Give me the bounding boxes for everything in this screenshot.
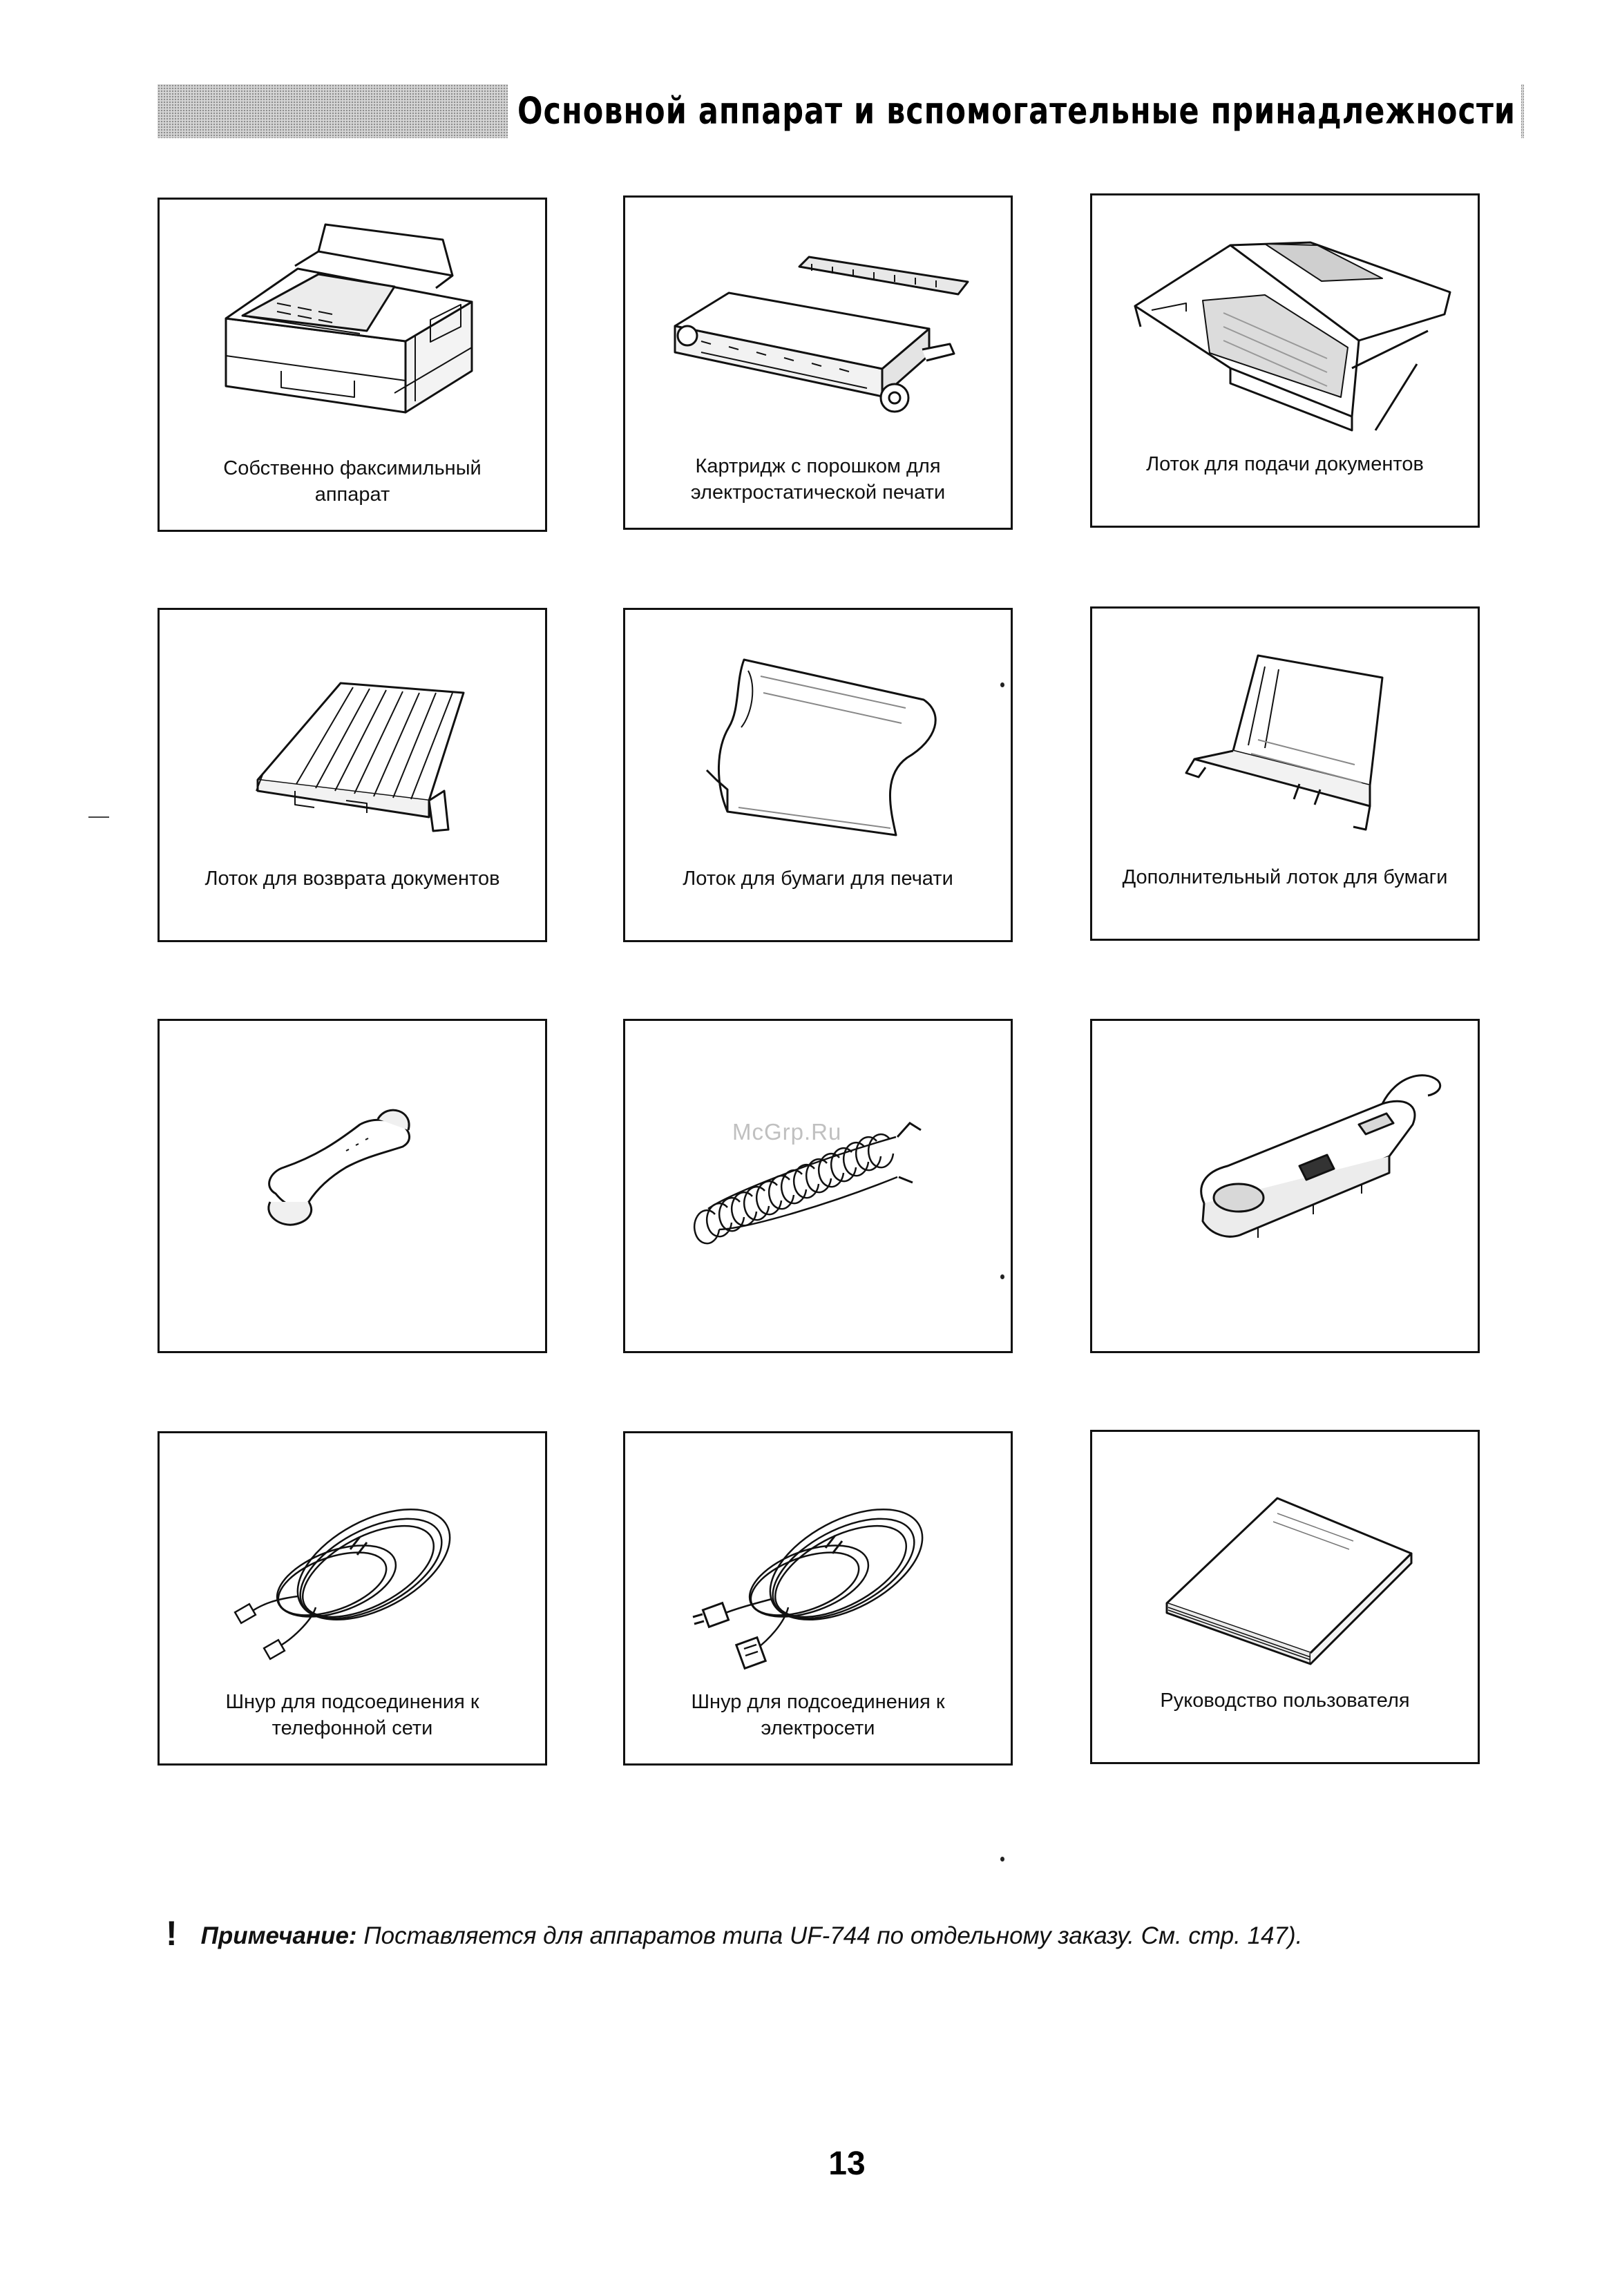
item-caption: Лоток для подачи документов — [1146, 453, 1424, 475]
user-manual-icon — [1092, 1432, 1478, 1681]
watermark: McGrp.Ru — [732, 1119, 842, 1145]
item-caption: Собственно факсимильный аппарат — [223, 457, 482, 506]
handset-cradle-icon — [1092, 1021, 1478, 1270]
item-card-toner-cartridge — [623, 195, 1013, 530]
item-card-user-manual — [1090, 1430, 1480, 1764]
item-card-document-feed-tray — [1090, 193, 1480, 528]
item-caption: Дополнительный лоток для бумаги — [1122, 866, 1448, 888]
item-card-document-return-tray — [158, 608, 547, 942]
item-card-handset-cradle — [1090, 1019, 1480, 1353]
item-card-printing-paper-tray — [623, 608, 1013, 942]
page-number: 13 — [828, 2145, 866, 2182]
item-card-coiled-handset-cord — [623, 1019, 1013, 1353]
scan-speck — [1000, 1274, 1004, 1279]
item-card-additional-paper-tray — [1090, 606, 1480, 941]
item-caption: Шнур для подсоединения к электросети — [691, 1691, 945, 1739]
section-header-bar — [158, 84, 1524, 138]
item-caption: Шнур для подсоединения к телефонной сети — [225, 1691, 479, 1739]
section-title: Основной аппарат и вспомогательные принадлежности — [508, 77, 1521, 145]
toner-cartridge-icon — [625, 198, 1011, 446]
scan-mark — [88, 816, 109, 818]
telephone-line-cord-icon — [160, 1433, 545, 1682]
handset-icon — [160, 1021, 545, 1270]
additional-paper-tray-icon — [1092, 609, 1478, 857]
item-caption: Картридж с порошком для электростатической печати — [690, 455, 946, 504]
power-cord-icon — [625, 1433, 1011, 1682]
scan-speck — [1000, 682, 1004, 687]
item-card-telephone-line-cord — [158, 1431, 547, 1766]
scan-speck — [1000, 1857, 1004, 1862]
item-caption: Руководство пользователя — [1160, 1690, 1410, 1712]
item-caption: Лоток для возврата документов — [204, 868, 500, 890]
document-feed-tray-icon — [1092, 195, 1478, 444]
printing-paper-tray-icon — [625, 610, 1011, 859]
document-return-tray-icon — [160, 610, 545, 859]
note-text: Поставляется для аппаратов типа UF-744 по отдельному заказу. См. стр. 147). — [356, 1922, 1303, 1949]
item-caption: Лоток для бумаги для печати — [683, 868, 953, 890]
note-label: Примечание: — [200, 1922, 357, 1949]
coiled-handset-cord-icon — [625, 1021, 1011, 1270]
item-card-power-cord — [623, 1431, 1013, 1766]
fax-machine-icon — [160, 200, 545, 448]
note-exclamation-icon: ! — [166, 1914, 178, 1953]
item-card-fax-machine — [158, 198, 547, 532]
item-card-handset — [158, 1019, 547, 1353]
footnote — [166, 1912, 1302, 1952]
